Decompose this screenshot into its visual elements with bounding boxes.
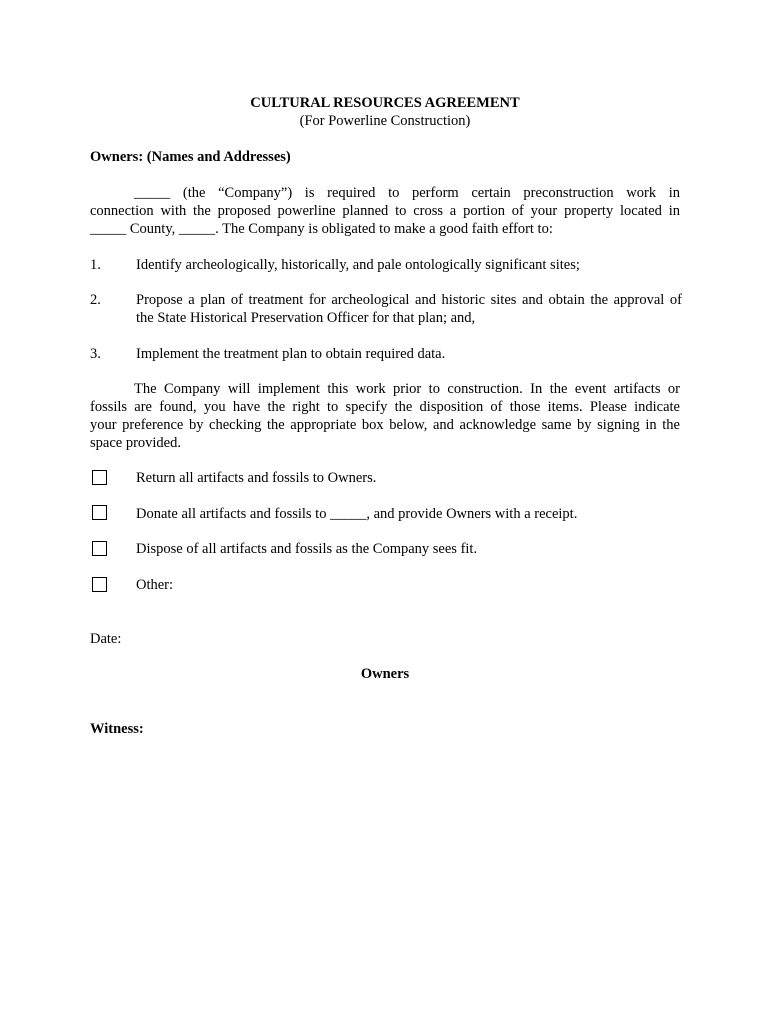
intro-line: _____ (the “Company”) is required to perform certain preconstruction work in <box>134 185 680 201</box>
item-text <box>136 345 682 363</box>
date-label: Date: <box>90 631 122 647</box>
implementation-line: your preference by checking the appropriate box below, and acknowledge same by signing in the <box>90 417 680 433</box>
dispose-option-checkbox[interactable] <box>92 541 107 556</box>
donate-option-checkbox[interactable] <box>92 505 107 520</box>
item-number: 2. <box>90 292 101 308</box>
witness-label: Witness: <box>90 721 144 737</box>
item-line: Propose a plan of treatment for archeological and historic sites and obtain the approval of <box>136 292 682 308</box>
item-line: Identify archeologically, historically, and pale ontologically significant sites; <box>136 257 580 273</box>
implementation-paragraph <box>90 380 680 452</box>
item-text <box>136 291 682 327</box>
document-subtitle: (For Powerline Construction) <box>299 113 471 129</box>
implementation-line: fossils are found, you have the right to specify the disposition of those items. Please indicate <box>90 399 680 415</box>
dispose-option-label: Dispose of all artifacts and fossils as the Company sees fit. <box>136 541 478 557</box>
owners-signature-label: Owners <box>360 666 410 682</box>
item-line: the State Historical Preservation Officer for that plan; and, <box>136 310 476 326</box>
item-number: 1. <box>90 257 101 273</box>
item-line: Implement the treatment plan to obtain required data. <box>136 346 446 362</box>
donate-option-label: Donate all artifacts and fossils to _____, and provide Owners with a receipt. <box>136 506 578 522</box>
item-number: 3. <box>90 346 101 362</box>
intro-paragraph <box>90 184 680 238</box>
owners-heading: Owners: (Names and Addresses) <box>90 149 291 165</box>
return-option-label: Return all artifacts and fossils to Owners. <box>136 470 377 486</box>
item-text <box>136 256 682 274</box>
implementation-line: space provided. <box>90 435 181 451</box>
other-option-checkbox[interactable] <box>92 577 107 592</box>
return-option-checkbox[interactable] <box>92 470 107 485</box>
intro-line: _____ County, _____. The Company is obligated to make a good faith effort to: <box>90 221 553 237</box>
intro-line: connection with the proposed powerline planned to cross a portion of your property located in <box>90 203 680 219</box>
document-title: CULTURAL RESOURCES AGREEMENT <box>250 95 520 111</box>
implementation-line: The Company will implement this work prior to construction. In the event artifacts or <box>134 381 680 397</box>
other-option-label: Other: <box>136 577 174 593</box>
